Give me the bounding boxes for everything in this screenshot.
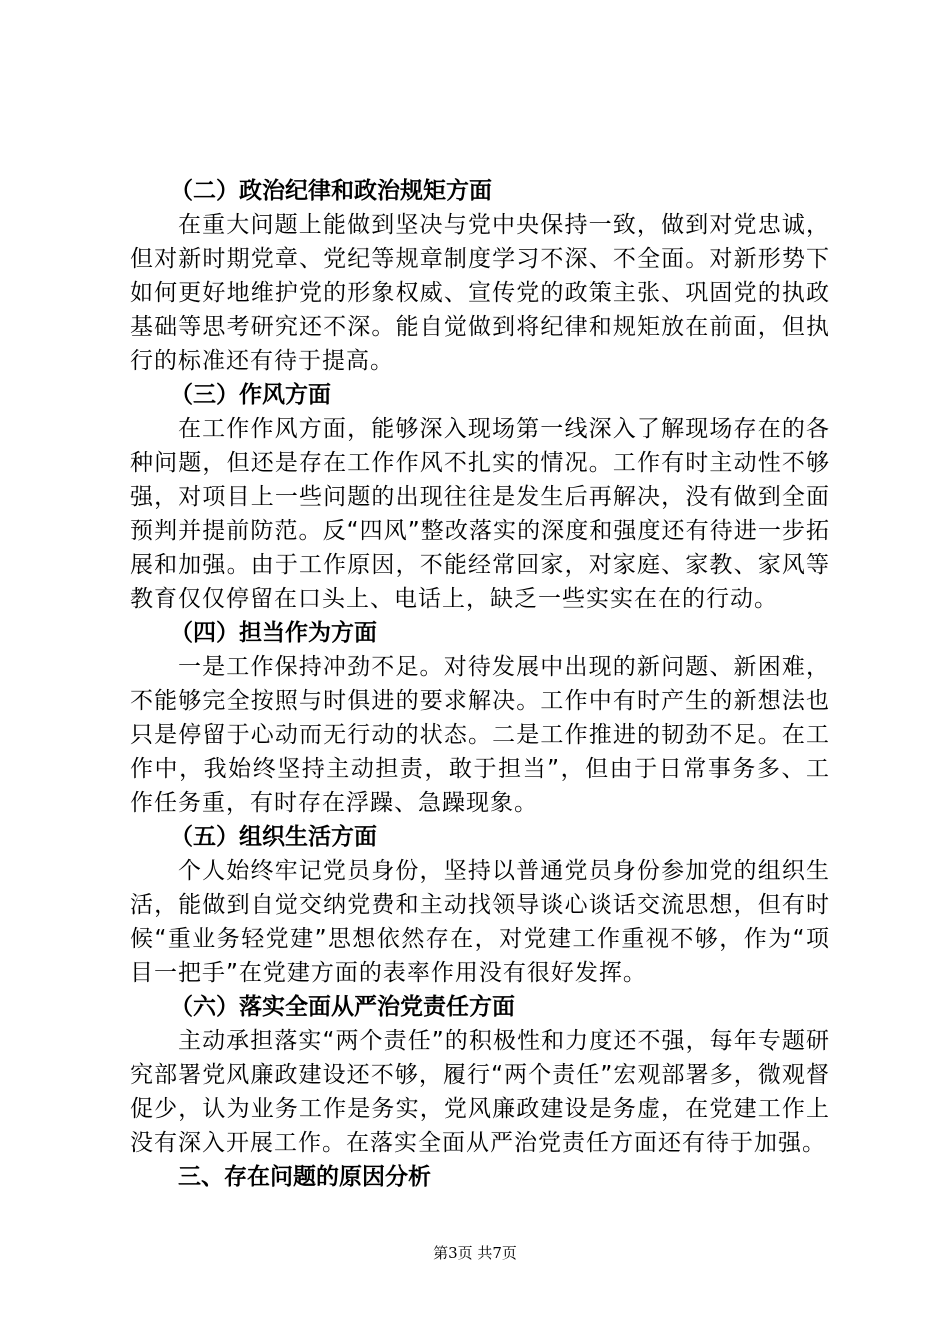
- section-heading-party-governance: （六）落实全面从严治党责任方面: [170, 994, 515, 1020]
- section-paragraph-political-discipline: 在重大问题上能做到坚决与党中央保持一致，做到对党忠诚，但对新时期党章、党纪等规章制度学习不深、不全面。对新形势下如何更好地维护党的形象权威、宣传党的政策主张、巩固党的执政基础等思考研究还不深。能自觉做到将纪律和规矩放在前面，但执行的标准还有待于提高。: [130, 212, 830, 374]
- section-heading-responsibility: （四）担当作为方面: [170, 620, 377, 646]
- section-paragraph-responsibility: 一是工作保持冲劲不足。对待发展中出现的新问题、新困难，不能够完全按照与时俱进的要求解决。工作中有时产生的新想法也只是停留于心动而无行动的状态。二是工作推进的韧劲不足。在工作中，我始终坚持主动担责，敢于担当”，但由于日常事务多、工作任务重，有时存在浮躁、急躁现象。: [130, 654, 830, 816]
- section-paragraph-party-governance: 主动承担落实“两个责任”的积极性和力度还不强，每年专题研究部署党风廉政建设还不够，履行“两个责任”宏观部署多，微观督促少，认为业务工作是务实，党风廉政建设是务虚，在党建工作上没有深入开展工作。在落实全面从严治党责任方面还有待于加强。: [130, 1028, 830, 1156]
- section-heading-organizational-life: （五）组织生活方面: [170, 824, 377, 850]
- section-heading-political-discipline: （二）政治纪律和政治规矩方面: [170, 178, 492, 204]
- major-heading-cause-analysis: 三、存在问题的原因分析: [178, 1164, 431, 1190]
- page-number-footer: 第3页 共7页: [433, 1244, 517, 1262]
- section-heading-work-style: （三）作风方面: [170, 382, 331, 408]
- document-body: [130, 174, 830, 1194]
- section-paragraph-organizational-life: 个人始终牢记党员身份，坚持以普通党员身份参加党的组织生活，能做到自觉交纳党费和主动找领导谈心谈话交流思想，但有时候“重业务轻党建”思想依然存在，对党建工作重视不够，作为“项目一把手”在党建方面的表率作用没有很好发挥。: [130, 858, 830, 986]
- section-paragraph-work-style: 在工作作风方面，能够深入现场第一线深入了解现场存在的各种问题，但还是存在工作作风不扎实的情况。工作有时主动性不够强，对项目上一些问题的出现往往是发生后再解决，没有做到全面预判并提前防范。反“四风”整改落实的深度和强度还有待进一步拓展和加强。由于工作原因，不能经常回家，对家庭、家教、家风等教育仅仅停留在口头上、电话上，缺乏一些实实在在的行动。: [130, 416, 830, 612]
